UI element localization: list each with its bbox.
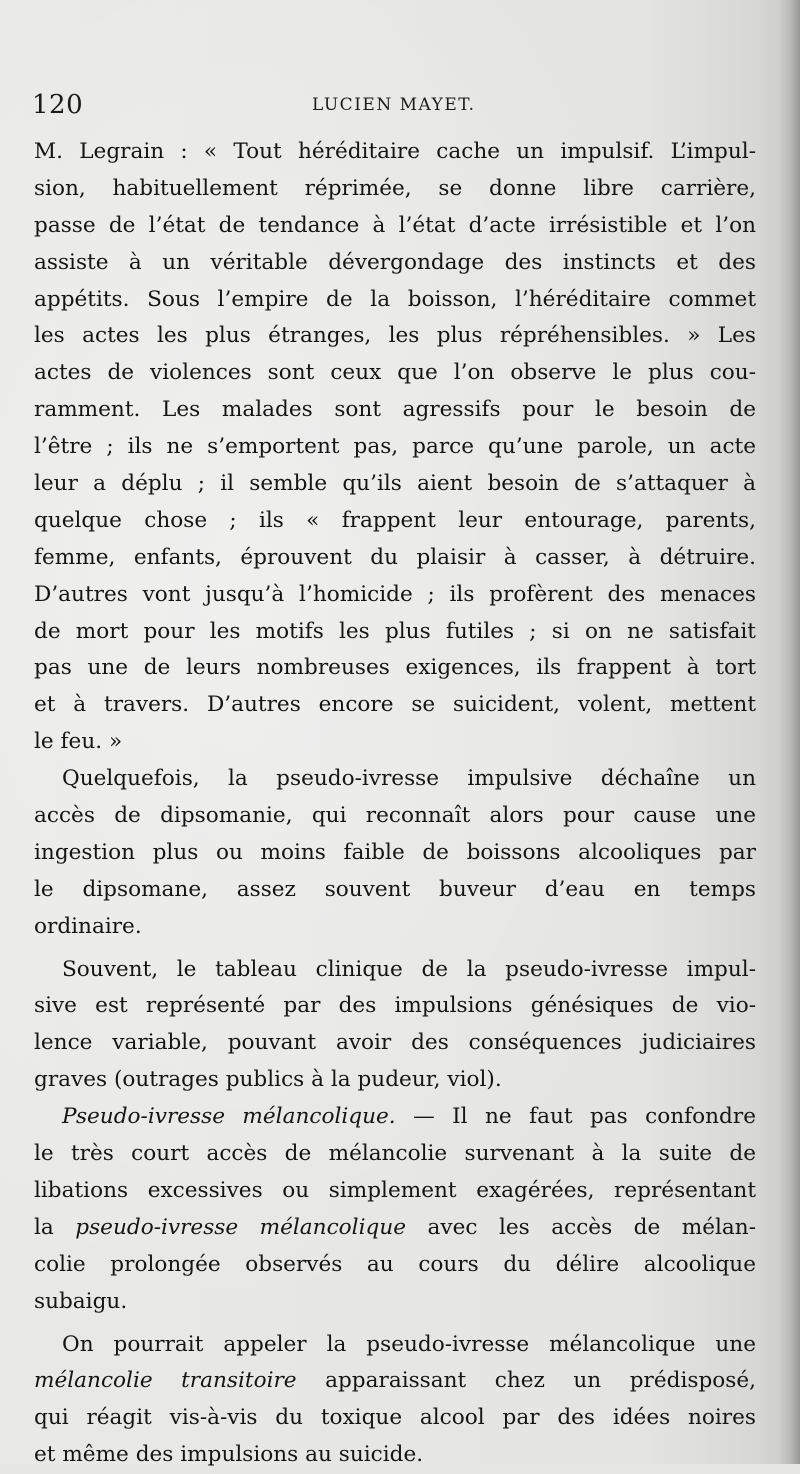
italic-heading: pseudo-ivresse mélancolique	[75, 1214, 407, 1240]
binding-shadow	[778, 0, 800, 1464]
text-line	[34, 872, 756, 909]
italic-heading: mélancolie transitoire	[34, 1368, 297, 1394]
text-line	[34, 208, 756, 245]
text-line-content: apparaissant chez un prédisposé,	[296, 1368, 756, 1394]
text-line-content: ingestion plus ou moins faible de boissons alcooliques par	[34, 839, 756, 865]
text-line	[34, 650, 756, 687]
text-line-content: assiste à un véritable dévergondage des instincts et des	[34, 249, 756, 275]
text-line-content: le feu. »	[34, 729, 123, 755]
text-line-content: libations excessives ou simplement exagérées, représentant	[34, 1177, 756, 1203]
text-line-content: On pourrait appeler la pseudo-ivresse mélancolique une	[62, 1331, 756, 1357]
text-line	[34, 429, 756, 466]
text-line	[34, 1247, 756, 1284]
text-line-content: lence variable, pouvant avoir des conséquences judiciaires	[34, 1030, 756, 1056]
text-line	[34, 318, 756, 355]
text-line-content: M. Legrain : « Tout héréditaire cache un impulsif. L’impul-	[34, 139, 756, 164]
text-line	[34, 909, 756, 946]
text-line	[34, 245, 756, 282]
text-line-prefix: la	[34, 1214, 76, 1240]
text-line	[34, 503, 756, 540]
text-line	[34, 134, 756, 171]
text-line-content: et même des impulsions au suicide.	[34, 1442, 424, 1468]
text-line-content: et à travers. D’autres encore se suicident, volent, mettent	[34, 692, 756, 718]
text-line	[34, 392, 756, 429]
text-line	[34, 1400, 756, 1437]
text-line-content: avec les accès de mélan-	[406, 1214, 756, 1240]
text-line-content: ramment. Les malades sont agressifs pour le besoin de	[34, 397, 756, 423]
text-line-content: subaigu.	[34, 1288, 128, 1314]
text-line	[34, 724, 756, 761]
body-text	[34, 134, 756, 1474]
text-line-content: graves (outrages publics à la pudeur, viol).	[34, 1067, 502, 1093]
text-line-content: sive est représenté par des impulsions génésiques de vio-	[34, 993, 756, 1019]
text-line	[34, 171, 756, 208]
text-line-content: les actes les plus étranges, les plus répréhensibles. » Les	[34, 323, 756, 349]
text-line-content: passe de l’état de tendance à l’état d’acte irrésistible et l’on	[34, 212, 756, 238]
text-line	[34, 540, 756, 577]
text-line-content: le très court accès de mélancolie survenant à la suite de	[34, 1141, 756, 1167]
text-line-content: qui réagit vis-à-vis du toxique alcool par des idées noires	[34, 1405, 756, 1431]
running-head-author: LUCIEN MAYET.	[312, 95, 476, 115]
text-line	[34, 1173, 756, 1210]
text-line-content: l’être ; ils ne s’emportent pas, parce qu’une parole, un acte	[34, 434, 756, 460]
text-line-content: — Il ne faut pas confondre	[395, 1104, 756, 1130]
text-line-content: actes de violences sont ceux que l’on observe le plus cou-	[34, 360, 756, 386]
text-line-content: leur a déplu ; il semble qu’ils aient besoin de s’attaquer à	[34, 471, 756, 497]
text-line-content: pas une de leurs nombreuses exigences, ils frappent à tort	[34, 655, 756, 681]
text-line-content: de mort pour les motifs les plus futiles ; si on ne satisfait	[34, 618, 756, 644]
text-line	[34, 835, 756, 872]
italic-heading: Pseudo-ivresse mélancolique.	[62, 1104, 396, 1130]
text-line	[34, 761, 756, 798]
page-number: 120	[32, 90, 84, 120]
text-line-content: accès de dipsomanie, qui reconnaît alors pour cause une	[34, 803, 756, 829]
text-line	[34, 466, 756, 503]
text-line-content: D’autres vont jusqu’à l’homicide ; ils profèrent des menaces	[34, 581, 756, 607]
text-line-content: Quelquefois, la pseudo-ivresse impulsive déchaîne un	[62, 766, 756, 792]
text-line	[34, 1025, 756, 1062]
text-line-content: appétits. Sous l’empire de la boisson, l’héréditaire commet	[34, 286, 756, 312]
running-head	[32, 90, 752, 126]
text-line	[34, 988, 756, 1025]
text-line	[34, 1437, 756, 1474]
text-line	[34, 1136, 756, 1173]
text-line	[34, 1099, 756, 1136]
text-line	[34, 1363, 756, 1400]
text-line	[34, 1284, 756, 1321]
text-line	[34, 577, 756, 614]
text-line	[34, 687, 756, 724]
text-line-content: ordinaire.	[34, 913, 142, 939]
text-line-content: colie prolongée observés au cours du délire alcoolique	[34, 1251, 756, 1277]
text-line	[34, 1327, 756, 1364]
text-line-content: le dipsomane, assez souvent buveur d’eau en temps	[34, 876, 756, 902]
text-line	[34, 355, 756, 392]
text-line-content: Souvent, le tableau clinique de la pseudo-ivresse impul-	[62, 956, 756, 982]
text-line-content: femme, enfants, éprouvent du plaisir à casser, à détruire.	[34, 544, 756, 570]
text-line	[34, 282, 756, 319]
text-line	[34, 1210, 756, 1247]
text-line	[34, 952, 756, 989]
text-line-content: quelque chose ; ils « frappent leur entourage, parents,	[34, 507, 756, 533]
text-line-content: sion, habituellement réprimée, se donne libre carrière,	[34, 175, 756, 201]
text-line	[34, 798, 756, 835]
text-line	[34, 1062, 756, 1099]
text-line	[34, 614, 756, 651]
